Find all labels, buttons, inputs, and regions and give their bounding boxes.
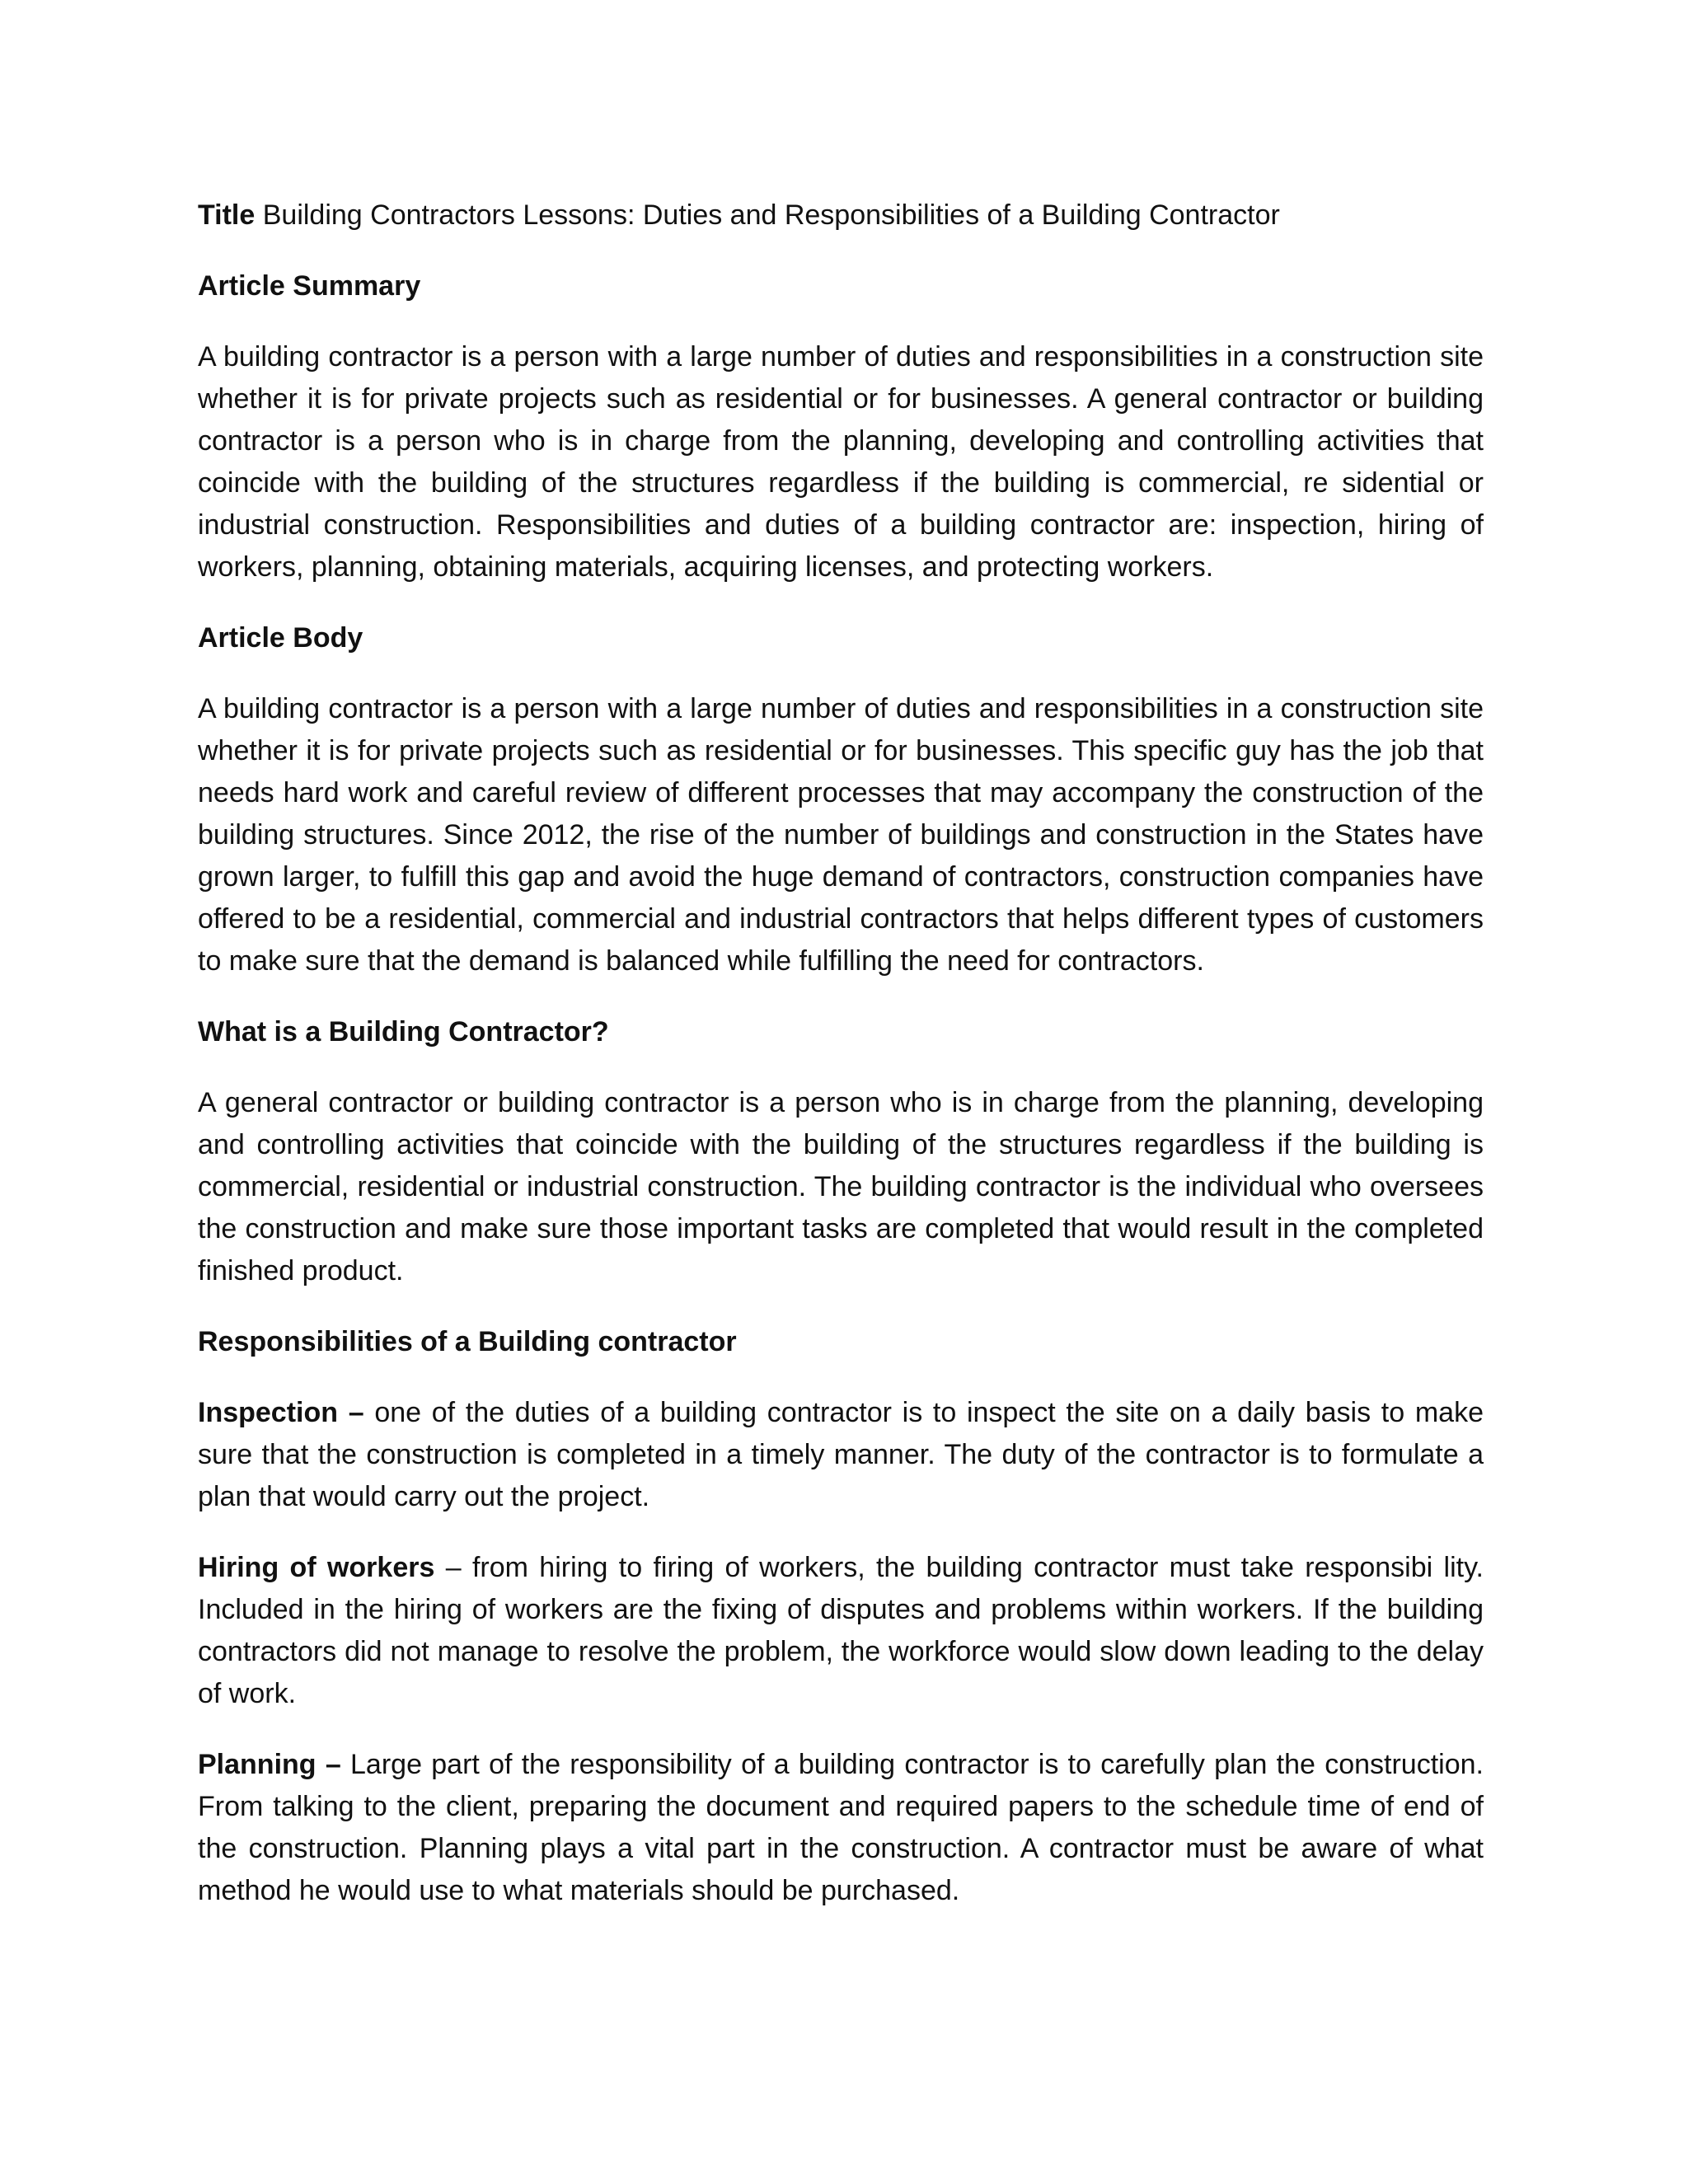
planning-paragraph (198, 1744, 1484, 1912)
planning-dash: – (316, 1749, 351, 1780)
document-title (198, 194, 1484, 237)
hiring-paragraph (198, 1547, 1484, 1715)
title-label: Title (198, 199, 256, 231)
inspection-dash: – (338, 1397, 375, 1428)
document-page (198, 194, 1484, 1941)
what-heading: What is a Building Contractor? (198, 1016, 609, 1047)
planning-text: Large part of the responsibility of a building contractor is to carefully plan the construction. From talking to the client, preparing the document and required papers to the schedule time of end of the construction. Planning plays a vital part in the construction. A contractor must be aware of what method he would use to what materials should be purchased. (198, 1749, 1484, 1906)
responsibilities-heading: Responsibilities of a Building contractor (198, 1326, 737, 1357)
hiring-dash: – (434, 1552, 472, 1583)
what-paragraph: A general contractor or building contractor is a person who is in charge from the planning, developing and controlling activities that coincide with the building of the structures regardless if the building is commercial, residential or industrial construction. The building contractor is the individual who oversees the construction and make sure those important tasks are completed that would result in the completed finished product. (198, 1087, 1484, 1286)
title-text: Building Contractors Lessons: Duties and Responsibilities of a Building Contractor (255, 199, 1280, 231)
body-paragraph: A building contractor is a person with a large number of duties and responsibilities in a construction site whether it is for private projects such as residential or for businesses. This specific guy has the job that needs hard work and careful review of different processes that may accompany the construction of the building structures. Since 2012, the rise of the number of buildings and construction in the States have grown larger, to fulfill this gap and avoid the huge demand of contractors, construction companies have offered to be a residential, commercial and industrial contractors that helps different types of customers to make sure that the demand is balanced while fulfilling the need for contractors. (198, 693, 1484, 977)
inspection-paragraph (198, 1392, 1484, 1518)
inspection-text: one of the duties of a building contractor is to inspect the site on a daily basis to make sure that the construction is completed in a timely manner. The duty of the contractor is to formulate a plan that would carry out the project. (198, 1397, 1484, 1512)
inspection-label: Inspection (198, 1397, 339, 1428)
summary-heading: Article Summary (198, 270, 421, 302)
body-heading: Article Body (198, 622, 363, 654)
planning-label: Planning (198, 1749, 316, 1780)
summary-paragraph: A building contractor is a person with a large number of duties and responsibilities in a construction site whether it is for private projects such as residential or for businesses. A general contractor or building contractor is a person who is in charge from the planning, developing and controlling activities that coincide with the building of the structures regardless if the building is commercial, re sidential or industrial construction. Responsibilities and duties of a building contractor are: inspection, hiring of workers, planning, obtaining materials, acquiring licenses, and protecting workers. (198, 341, 1484, 583)
hiring-label: Hiring of workers (198, 1552, 435, 1583)
hiring-text: from hiring to firing of workers, the building contractor must take responsibi lity. Included in the hiring of workers are the fixing of disputes and problems within workers. If the building contractors did not manage to resolve the problem, the workforce would slow down leading to the delay of work. (198, 1552, 1484, 1709)
